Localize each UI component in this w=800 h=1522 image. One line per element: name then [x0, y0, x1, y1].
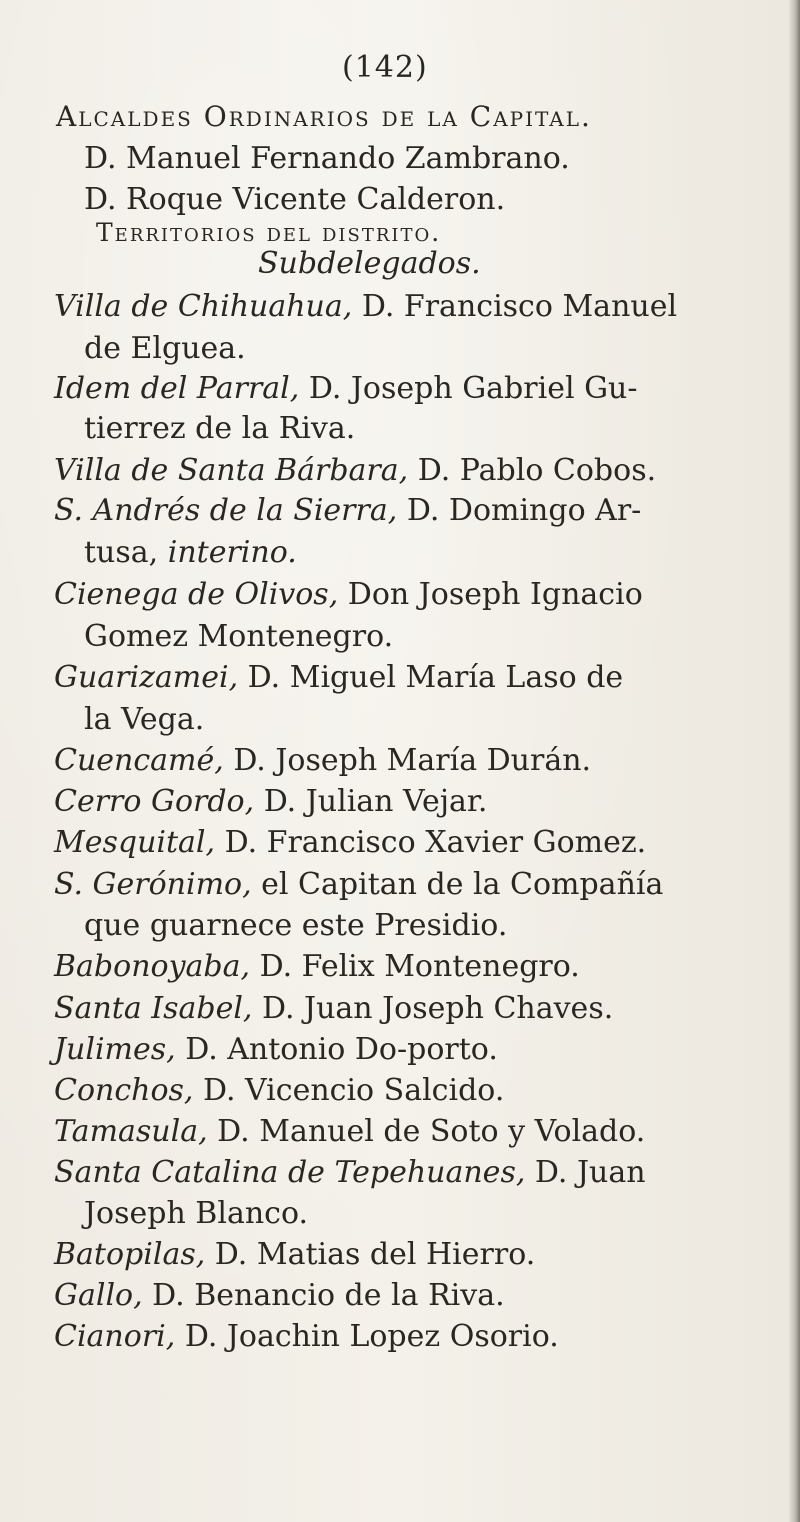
page-number: (142) [342, 50, 428, 85]
entry-line [54, 453, 657, 488]
entry-text: D. Juan Joseph Chaves. [252, 991, 614, 1026]
entry-line [54, 1319, 559, 1354]
entry-line [54, 743, 592, 778]
entry-text: D. Joseph María Durán. [223, 743, 592, 778]
entry-line [54, 1278, 505, 1313]
place-name: Conchos, [54, 1073, 194, 1108]
place-name: Batopilas, [54, 1237, 206, 1272]
entry-text: D. Julian Vejar. [254, 784, 488, 819]
place-name: Cienega de Olivos, [54, 577, 339, 612]
entry-text: D. Vicencio Salcido. [193, 1073, 505, 1108]
entry-text: D. Felix Montenegro. [250, 949, 580, 984]
entry-line [54, 1114, 646, 1149]
entry-line [54, 1073, 505, 1108]
entry-text: D. Matias del Hierro. [205, 1237, 536, 1272]
entry-line [54, 949, 580, 984]
place-name: Mesquital, [54, 825, 216, 860]
entry-line [54, 1237, 536, 1272]
entry-line [54, 493, 642, 528]
entry-line [54, 867, 664, 902]
entry-line [54, 660, 624, 695]
entry-text: el Capitan de la Compañía [251, 867, 664, 902]
entry-text: D. Francisco Manuel [352, 289, 678, 324]
official-line: D. Manuel Fernando Zambrano. [84, 141, 570, 176]
entry-note: interino. [167, 535, 297, 570]
entry-line [54, 1155, 646, 1190]
section-header: Alcaldes Ordinarios de la Capital. [56, 100, 592, 133]
entry-line: de Elguea. [84, 331, 246, 366]
entry-text: D. Domingo Ar- [397, 493, 642, 528]
official-line: D. Roque Vicente Calderon. [84, 182, 506, 217]
entry-line [54, 371, 638, 406]
entry-line [84, 535, 297, 570]
entry-line: la Vega. [84, 702, 205, 737]
entry-text: D. Antonio Do-porto. [175, 1032, 498, 1067]
entry-line: tierrez de la Riva. [84, 411, 356, 446]
place-name: Cianori, [54, 1319, 176, 1354]
place-name: Gallo, [54, 1278, 143, 1313]
entry-line: que guarnece este Presidio. [84, 908, 508, 943]
place-name: Julimes, [54, 1032, 176, 1067]
entry-text: D. Francisco Xavier Gomez. [215, 825, 647, 860]
place-name: Villa de Santa Bárbara, [54, 453, 409, 488]
place-name: Tamasula, [54, 1114, 208, 1149]
place-name: Idem del Parral, [54, 371, 300, 406]
entry-line: Joseph Blanco. [84, 1196, 309, 1231]
entry-line [54, 1032, 498, 1067]
entry-text: D. Pablo Cobos. [408, 453, 657, 488]
entry-line [54, 577, 643, 612]
place-name: Guarizamei, [54, 660, 239, 695]
place-name: Villa de Chihuahua, [54, 289, 353, 324]
entry-text: Don Joseph Ignacio [338, 577, 643, 612]
page-edge-shadow [788, 0, 800, 1522]
place-name: Santa Catalina de Tepehuanes, [54, 1155, 526, 1190]
place-name: Santa Isabel, [54, 991, 253, 1026]
entry-text: D. Joseph Gabriel Gu- [299, 371, 638, 406]
entry-text: D. Benancio de la Riva. [142, 1278, 505, 1313]
entry-line [54, 991, 614, 1026]
entry-text: D. Juan [525, 1155, 646, 1190]
place-name: S. Andrés de la Sierra, [54, 493, 398, 528]
place-name: S. Gerónimo, [54, 867, 252, 902]
entry-line [54, 825, 647, 860]
place-name: Cuencamé, [54, 743, 224, 778]
entry-line [54, 289, 678, 324]
entry-text: D. Manuel de Soto y Volado. [207, 1114, 646, 1149]
entry-line [54, 784, 488, 819]
entry-text: D. Joachin Lopez Osorio. [175, 1319, 559, 1354]
place-name: Babonoyaba, [54, 949, 251, 984]
entry-text: D. Miguel María Laso de [238, 660, 624, 695]
place-name: Cerro Gordo, [54, 784, 255, 819]
subsection-title: Subdelegados. [258, 246, 481, 281]
entry-text: tusa, [84, 535, 168, 570]
section-title: Territorios del distrito. [96, 218, 442, 247]
entry-line: Gomez Montenegro. [84, 619, 394, 654]
